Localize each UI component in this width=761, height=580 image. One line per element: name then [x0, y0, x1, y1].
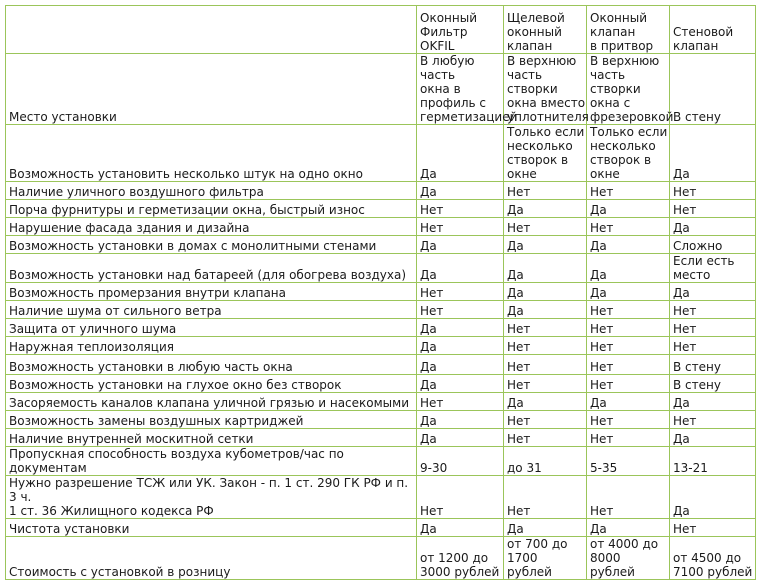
row-cell: Да — [417, 411, 504, 429]
table-row — [6, 254, 756, 283]
row-cell: от 4000 до 8000 рублей — [587, 537, 670, 580]
row-label: Наличие уличного воздушного фильтра — [6, 182, 417, 200]
row-cell: Сложно — [670, 236, 756, 254]
row-cell: Да — [504, 393, 587, 411]
table-header-row — [6, 6, 756, 54]
row-cell: Нет — [587, 375, 670, 393]
row-cell: Нет — [670, 319, 756, 337]
row-label: Нарушение фасада здания и дизайна — [6, 218, 417, 236]
row-cell: Да — [504, 283, 587, 301]
comparison-table-body — [6, 6, 756, 580]
row-cell: В стену — [670, 375, 756, 393]
row-cell: Если есть место — [670, 254, 756, 283]
row-cell: В верхнюю часть створки окна вместо уплотнителя — [504, 54, 587, 125]
row-cell: В стену — [670, 355, 756, 375]
row-cell: Нет — [670, 337, 756, 355]
table-row — [6, 375, 756, 393]
row-cell: Нет — [587, 182, 670, 200]
row-cell: Нет — [587, 476, 670, 519]
row-label: Наличие шума от сильного ветра — [6, 301, 417, 319]
row-cell: Нет — [670, 200, 756, 218]
row-cell: Нет — [670, 519, 756, 537]
header-wall-valve: Стеновой клапан — [670, 6, 756, 54]
row-cell: Нет — [587, 301, 670, 319]
row-label: Чистота установки — [6, 519, 417, 537]
row-cell: Нет — [417, 283, 504, 301]
row-cell: Да — [587, 519, 670, 537]
table-row — [6, 537, 756, 580]
header-rebate-valve: Оконный клапан в притвор — [587, 6, 670, 54]
row-cell: Да — [587, 200, 670, 218]
header-cell-empty — [6, 6, 417, 54]
table-row — [6, 283, 756, 301]
row-cell: Да — [587, 236, 670, 254]
row-cell: Нет — [504, 218, 587, 236]
row-cell: Нет — [587, 218, 670, 236]
row-cell: Нет — [670, 411, 756, 429]
row-label: Возможность установки над батареей (для обогрева воздуха) — [6, 254, 417, 283]
table-row — [6, 319, 756, 337]
row-cell: Нет — [587, 429, 670, 447]
row-cell: Нет — [587, 337, 670, 355]
row-cell: Нет — [417, 301, 504, 319]
row-label: Стоимость с установкой в розницу — [6, 537, 417, 580]
row-cell: Да — [504, 200, 587, 218]
row-cell: Да — [417, 429, 504, 447]
row-label: Защита от уличного шума — [6, 319, 417, 337]
row-label: Наружная теплоизоляция — [6, 337, 417, 355]
table-row — [6, 236, 756, 254]
table-row — [6, 447, 756, 476]
row-cell: Нет — [587, 355, 670, 375]
table-row — [6, 54, 756, 125]
row-label: Возможность установить несколько штук на одно окно — [6, 125, 417, 182]
row-cell: Да — [670, 393, 756, 411]
row-label: Нужно разрешение ТСЖ или УК. Закон - п. 1 ст. 290 ГК РФ и п. 3 ч. 1 ст. 36 Жилищного кодекса РФ — [6, 476, 417, 519]
row-label: Пропускная способность воздуха кубометров/час по документам — [6, 447, 417, 476]
row-cell: Да — [504, 519, 587, 537]
row-cell: Нет — [504, 375, 587, 393]
row-cell: Нет — [504, 429, 587, 447]
table-row — [6, 411, 756, 429]
row-cell: В стену — [670, 54, 756, 125]
row-cell: Да — [504, 254, 587, 283]
row-cell: Нет — [504, 319, 587, 337]
row-cell: Нет — [504, 182, 587, 200]
row-cell: от 700 до 1700 рублей — [504, 537, 587, 580]
row-cell: В любую часть окна в профиль с герметизацией — [417, 54, 504, 125]
row-cell: Нет — [417, 218, 504, 236]
row-label: Возможность замены воздушных картриджей — [6, 411, 417, 429]
row-cell: В верхнюю часть створки окна с фрезеровкой — [587, 54, 670, 125]
row-cell: Нет — [417, 200, 504, 218]
header-okfil: Оконный Фильтр OKFIL — [417, 6, 504, 54]
row-label: Возможность установки в любую часть окна — [6, 355, 417, 375]
comparison-table — [5, 5, 756, 580]
row-cell: Да — [417, 182, 504, 200]
table-row — [6, 218, 756, 236]
row-cell: Да — [417, 355, 504, 375]
header-slot-valve: Щелевой оконный клапан — [504, 6, 587, 54]
row-cell: от 1200 до 3000 рублей — [417, 537, 504, 580]
row-cell: Только если несколько створок в окне — [587, 125, 670, 182]
table-row — [6, 355, 756, 375]
row-cell: Нет — [504, 337, 587, 355]
row-label: Возможность установки на глухое окно без створок — [6, 375, 417, 393]
table-row — [6, 393, 756, 411]
row-cell: Да — [504, 236, 587, 254]
row-cell: Нет — [417, 476, 504, 519]
row-cell: Нет — [587, 319, 670, 337]
row-cell: Да — [417, 519, 504, 537]
row-cell: Да — [670, 283, 756, 301]
row-cell: Да — [417, 375, 504, 393]
row-cell: Да — [587, 393, 670, 411]
row-cell: Только если несколько створок в окне — [504, 125, 587, 182]
row-label: Наличие внутренней москитной сетки — [6, 429, 417, 447]
row-cell: 5-35 — [587, 447, 670, 476]
row-cell: Да — [670, 429, 756, 447]
row-cell: Да — [587, 283, 670, 301]
row-cell: 9-30 — [417, 447, 504, 476]
row-cell: Нет — [504, 476, 587, 519]
table-row — [6, 476, 756, 519]
row-cell: Нет — [504, 411, 587, 429]
row-cell: Нет — [504, 355, 587, 375]
row-cell: Нет — [670, 301, 756, 319]
table-row — [6, 301, 756, 319]
table-row — [6, 337, 756, 355]
row-label: Возможность промерзания внутри клапана — [6, 283, 417, 301]
table-row — [6, 429, 756, 447]
row-label: Место установки — [6, 54, 417, 125]
row-label: Засоряемость каналов клапана уличной грязью и насекомыми — [6, 393, 417, 411]
row-cell: от 4500 до 7100 рублей — [670, 537, 756, 580]
row-cell: Да — [417, 236, 504, 254]
row-cell: Да — [417, 319, 504, 337]
row-cell: Нет — [587, 411, 670, 429]
row-cell: Да — [504, 301, 587, 319]
row-cell: Да — [670, 218, 756, 236]
table-row — [6, 200, 756, 218]
row-cell: Да — [417, 337, 504, 355]
table-row — [6, 125, 756, 182]
row-cell: Да — [417, 125, 504, 182]
row-label: Порча фурнитуры и герметизации окна, быстрый износ — [6, 200, 417, 218]
row-cell: Да — [587, 254, 670, 283]
row-cell: Да — [670, 476, 756, 519]
row-cell: Нет — [670, 182, 756, 200]
row-cell: до 31 — [504, 447, 587, 476]
row-cell: Да — [417, 254, 504, 283]
row-cell: Да — [670, 125, 756, 182]
row-cell: Нет — [417, 393, 504, 411]
row-cell: 13-21 — [670, 447, 756, 476]
row-label: Возможность установки в домах с монолитными стенами — [6, 236, 417, 254]
table-row — [6, 519, 756, 537]
table-row — [6, 182, 756, 200]
